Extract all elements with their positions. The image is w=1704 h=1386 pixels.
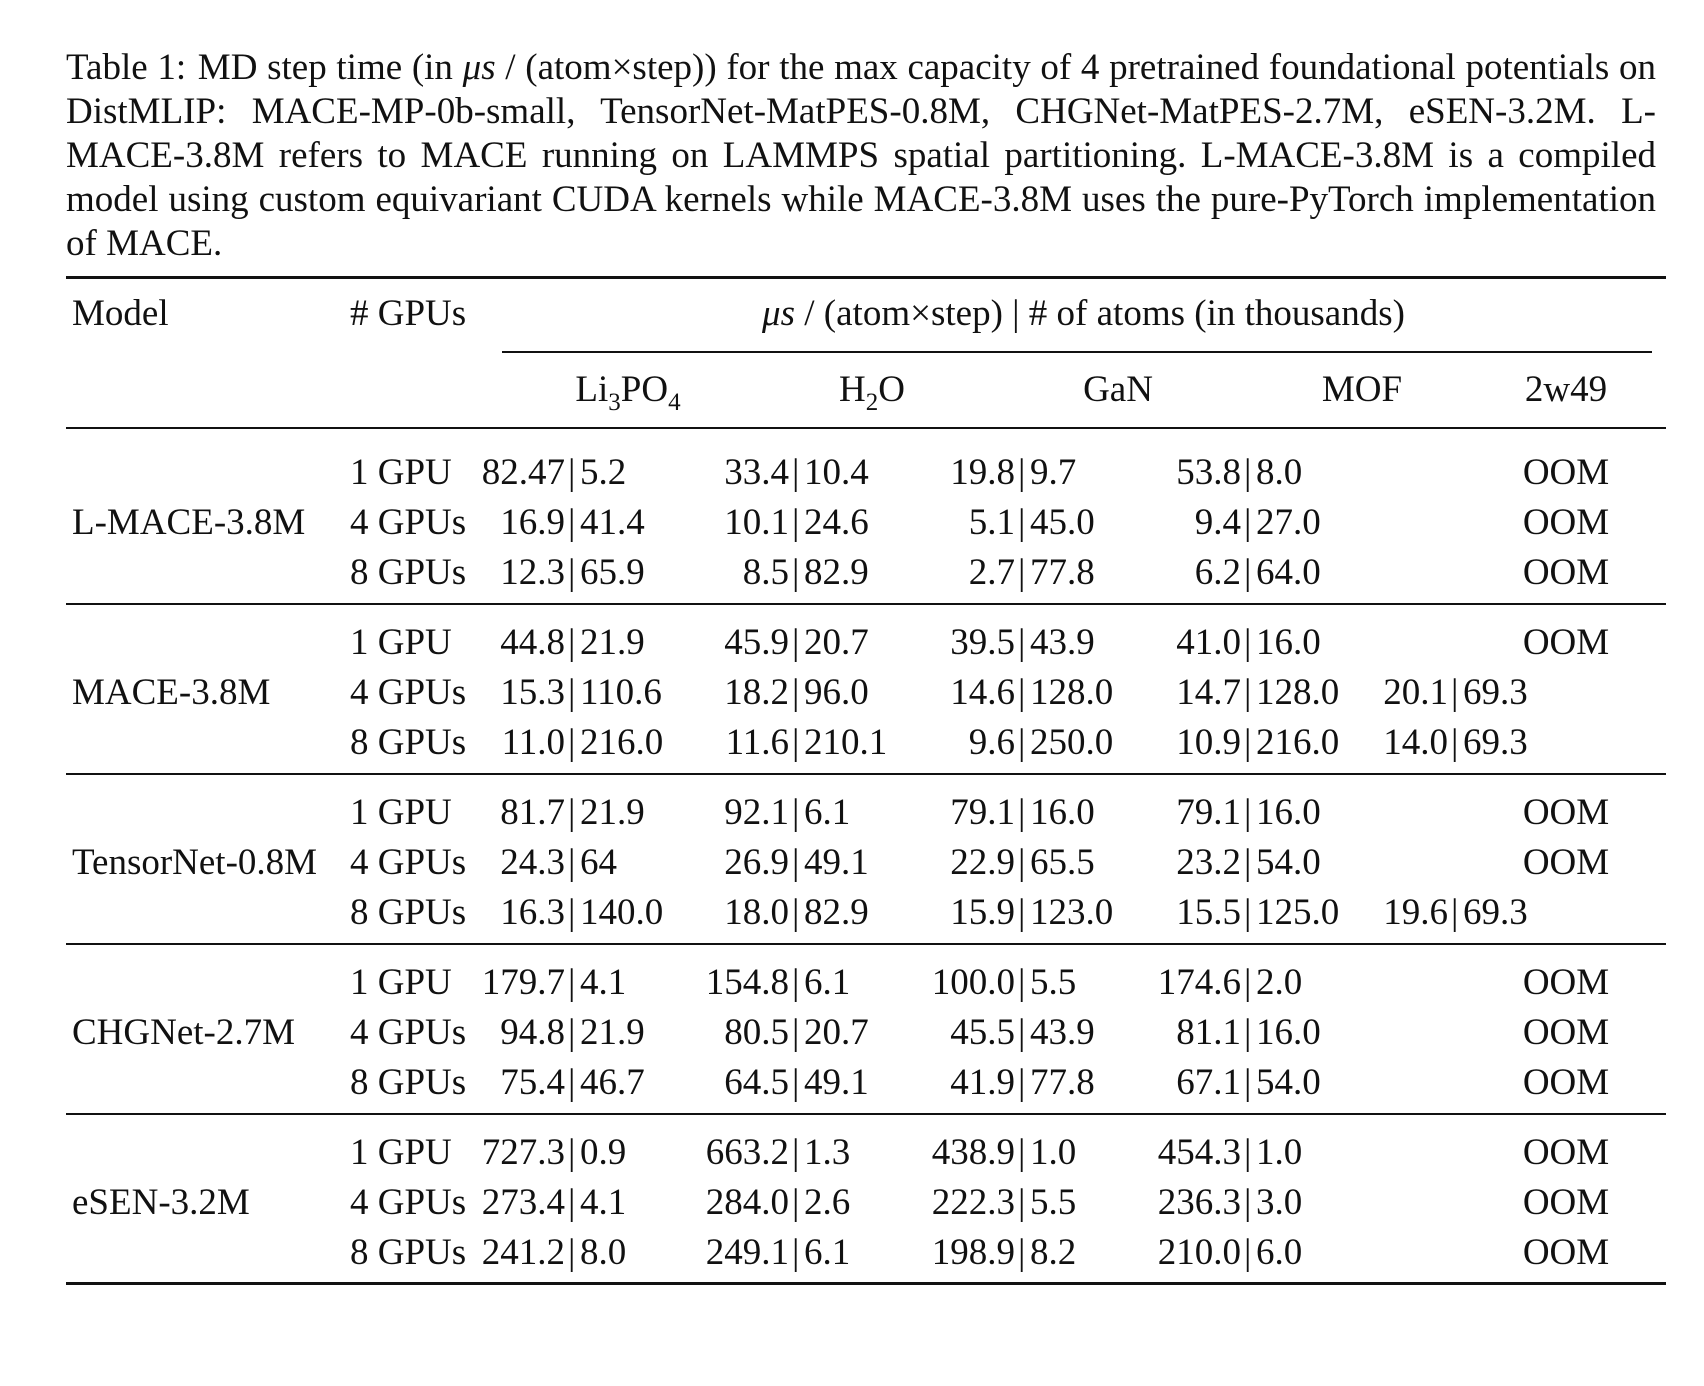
cell-separator: |: [568, 672, 576, 713]
cell-time: 241.2: [481, 1232, 565, 1273]
cell-separator: |: [1244, 552, 1252, 593]
cell-time: 20.1: [1383, 672, 1448, 713]
cell-separator: |: [792, 452, 800, 493]
cell-time: 284.0: [705, 1182, 789, 1223]
cell-separator: |: [1244, 722, 1252, 763]
cell-time: 100.0: [931, 962, 1015, 1003]
cell-atoms: 69.3: [1463, 722, 1528, 763]
cell-time: 663.2: [705, 1132, 789, 1173]
cell-time: 14.6: [950, 672, 1015, 713]
cell-time: 236.3: [1157, 1182, 1241, 1223]
cell-atoms: 24.6: [804, 502, 869, 543]
cell-atoms: 20.7: [804, 1012, 869, 1053]
caption-text-after: / (atom×step)) for the max capacity of 4 pretrained foundational potentials on DistMLIP: MACE-MP-0b-small, TensorNet-MatPES-0.8M, CHGNet-MatPES-2.7M, eSEN-3.2M. L-MACE-3.8M refers to MACE running on LAMMPS spatial partitioning. L-MACE-3.8M is a compiled model using custom equivariant CUDA kernels while MACE-3.8M uses the pure-PyTorch implementation of MACE.: [66, 47, 1656, 264]
cell-time: 11.0: [501, 722, 565, 763]
cell-atoms: 125.0: [1256, 892, 1340, 933]
table-cell: OOM: [1522, 792, 1610, 833]
cell-separator: |: [568, 792, 576, 833]
cell-atoms: 2.0: [1256, 962, 1303, 1003]
cell-separator: |: [568, 962, 576, 1003]
cell-atoms: 5.5: [1030, 1182, 1077, 1223]
cell-time: 2.7: [968, 552, 1015, 593]
cell-separator: |: [1018, 452, 1026, 493]
cell-atoms: 4.1: [580, 962, 627, 1003]
cell-atoms: 16.0: [1256, 1012, 1321, 1053]
cell-time: 18.0: [724, 892, 789, 933]
cell-atoms: 20.7: [804, 622, 869, 663]
table-cell: OOM: [1522, 1012, 1610, 1053]
cell-separator: |: [792, 622, 800, 663]
cell-time: 10.1: [724, 502, 789, 543]
cell-separator: |: [568, 1012, 576, 1053]
header-cmidrule: [502, 351, 1652, 353]
column-header-2w49: 2w49: [1524, 369, 1608, 410]
cell-separator: |: [1244, 842, 1252, 883]
cell-time: 79.1: [1176, 792, 1241, 833]
cell-time: 81.7: [500, 792, 565, 833]
table-cell: OOM: [1522, 1062, 1610, 1103]
cell-separator: |: [792, 552, 800, 593]
gpu-count: 8 GPUs: [350, 722, 467, 763]
cell-atoms: 77.8: [1030, 552, 1095, 593]
cell-time: 41.0: [1176, 622, 1241, 663]
cell-time: 45.5: [950, 1012, 1015, 1053]
gpu-count: 4 GPUs: [350, 1012, 467, 1053]
cell-time: 12.3: [500, 552, 565, 593]
cell-time: 15.9: [950, 892, 1015, 933]
cell-time: 82.47: [481, 452, 565, 493]
cell-atoms: 4.1: [580, 1182, 627, 1223]
table-cell: OOM: [1522, 622, 1610, 663]
cell-atoms: 77.8: [1030, 1062, 1095, 1103]
cell-separator: |: [1244, 962, 1252, 1003]
cell-time: 249.1: [705, 1232, 789, 1273]
cell-separator: |: [1018, 1132, 1026, 1173]
cell-separator: |: [1244, 452, 1252, 493]
cell-atoms: 128.0: [1256, 672, 1340, 713]
gpu-count: 1 GPU: [350, 792, 452, 833]
gpu-count: 8 GPUs: [350, 1232, 467, 1273]
cell-separator: |: [792, 1182, 800, 1223]
cell-atoms: 49.1: [804, 1062, 869, 1103]
cell-time: 9.4: [1194, 502, 1241, 543]
header-group: [496, 294, 1671, 334]
cell-separator: |: [1244, 1132, 1252, 1173]
cell-separator: |: [1244, 1062, 1252, 1103]
cell-separator: |: [792, 1232, 800, 1273]
cell-atoms: 69.3: [1463, 672, 1528, 713]
cell-separator: |: [1018, 792, 1026, 833]
cell-time: 44.8: [500, 622, 565, 663]
cell-separator: |: [1018, 502, 1026, 543]
cell-time: 33.4: [724, 452, 789, 493]
cell-time: 15.5: [1176, 892, 1241, 933]
cell-time: 64.5: [724, 1062, 789, 1103]
cell-time: 6.2: [1194, 552, 1241, 593]
cell-atoms: 21.9: [580, 1012, 645, 1053]
cell-time: 438.9: [931, 1132, 1015, 1173]
cell-separator: |: [1244, 792, 1252, 833]
cell-atoms: 216.0: [580, 722, 664, 763]
group-rule: [66, 773, 1666, 775]
cell-time: 45.9: [724, 622, 789, 663]
cell-atoms: 64.0: [1256, 552, 1321, 593]
cell-atoms: 41.4: [580, 502, 645, 543]
top-rule: [66, 276, 1666, 279]
cell-atoms: 16.0: [1256, 792, 1321, 833]
cell-time: 79.1: [950, 792, 1015, 833]
table-cell: OOM: [1522, 962, 1610, 1003]
table-cell: OOM: [1522, 1132, 1610, 1173]
cell-atoms: 5.5: [1030, 962, 1077, 1003]
column-header-li3po4: $Li_3PO_4$: [575, 369, 681, 416]
cell-time: 5.1: [968, 502, 1015, 543]
cell-atoms: 54.0: [1256, 1062, 1321, 1103]
table-cell: OOM: [1522, 552, 1610, 593]
table-cell: OOM: [1522, 502, 1610, 543]
column-header-h2o: $H_2O$: [839, 369, 905, 416]
cell-atoms: 1.3: [804, 1132, 851, 1173]
gpu-count: 4 GPUs: [350, 672, 467, 713]
cell-atoms: 43.9: [1030, 1012, 1095, 1053]
cell-time: 454.3: [1157, 1132, 1241, 1173]
cell-atoms: 54.0: [1256, 842, 1321, 883]
cell-separator: |: [792, 502, 800, 543]
cell-separator: |: [1018, 1232, 1026, 1273]
cell-separator: |: [792, 962, 800, 1003]
cell-separator: |: [568, 502, 576, 543]
cell-time: 273.4: [481, 1182, 565, 1223]
cell-time: 198.9: [931, 1232, 1015, 1273]
cell-time: 10.9: [1176, 722, 1241, 763]
cell-atoms: 1.0: [1256, 1132, 1303, 1173]
cell-separator: |: [1018, 672, 1026, 713]
cell-separator: |: [568, 1182, 576, 1223]
cell-time: 16.9: [500, 502, 565, 543]
cell-separator: |: [1244, 622, 1252, 663]
cell-atoms: 64: [580, 842, 617, 883]
table-cell: OOM: [1522, 1232, 1610, 1273]
cell-separator: |: [1018, 722, 1026, 763]
gpu-count: 1 GPU: [350, 452, 452, 493]
cell-time: 22.9: [950, 842, 1015, 883]
cell-separator: |: [568, 622, 576, 663]
cell-atoms: 6.1: [804, 962, 851, 1003]
caption-label: Table 1:: [66, 47, 187, 88]
cell-separator: |: [568, 1132, 576, 1173]
cell-atoms: 210.1: [804, 722, 888, 763]
cell-time: 222.3: [931, 1182, 1015, 1223]
cell-time: 14.0: [1383, 722, 1448, 763]
cell-separator: |: [1018, 962, 1026, 1003]
cell-atoms: 123.0: [1030, 892, 1114, 933]
cell-separator: |: [1244, 1012, 1252, 1053]
cell-time: 18.2: [724, 672, 789, 713]
cell-atoms: 45.0: [1030, 502, 1095, 543]
caption-mu-symbol: μs: [462, 47, 496, 88]
gpu-count: 4 GPUs: [350, 842, 467, 883]
cell-time: 15.3: [500, 672, 565, 713]
gpu-count: 8 GPUs: [350, 1062, 467, 1103]
cell-atoms: 0.9: [580, 1132, 627, 1173]
cell-atoms: 8.0: [580, 1232, 627, 1273]
header-rule: [66, 427, 1666, 429]
cell-time: 210.0: [1157, 1232, 1241, 1273]
cell-separator: |: [568, 452, 576, 493]
cell-time: 14.7: [1176, 672, 1241, 713]
cell-time: 81.1: [1176, 1012, 1241, 1053]
cell-atoms: 69.3: [1463, 892, 1528, 933]
cell-atoms: 6.0: [1256, 1232, 1303, 1273]
cell-separator: |: [792, 722, 800, 763]
caption-text-before: MD step time (in: [197, 47, 453, 88]
cell-separator: |: [1018, 1012, 1026, 1053]
cell-time: 154.8: [705, 962, 789, 1003]
cell-atoms: 3.0: [1256, 1182, 1303, 1223]
cell-time: 11.6: [725, 722, 789, 763]
cell-time: 19.8: [950, 452, 1015, 493]
cell-separator: |: [568, 892, 576, 933]
cell-atoms: 16.0: [1256, 622, 1321, 663]
model-name: TensorNet-0.8M: [72, 842, 318, 883]
cell-time: 23.2: [1176, 842, 1241, 883]
gpu-count: 1 GPU: [350, 1132, 452, 1173]
cell-separator: |: [792, 1012, 800, 1053]
cell-separator: |: [792, 1132, 800, 1173]
cell-separator: |: [792, 842, 800, 883]
cell-separator: |: [1018, 622, 1026, 663]
cell-atoms: 43.9: [1030, 622, 1095, 663]
model-name: L-MACE-3.8M: [72, 502, 306, 543]
gpu-count: 4 GPUs: [350, 1182, 467, 1223]
cell-time: 179.7: [481, 962, 565, 1003]
cell-atoms: 21.9: [580, 792, 645, 833]
cell-time: 26.9: [724, 842, 789, 883]
cell-atoms: 140.0: [580, 892, 664, 933]
cell-separator: |: [1244, 672, 1252, 713]
table-caption: [66, 46, 1656, 266]
cell-time: 92.1: [724, 792, 789, 833]
cell-separator: |: [568, 1232, 576, 1273]
cell-separator: |: [568, 552, 576, 593]
cell-atoms: 110.6: [580, 672, 662, 713]
cell-atoms: 49.1: [804, 842, 869, 883]
cell-time: 24.3: [500, 842, 565, 883]
cell-time: 174.6: [1157, 962, 1241, 1003]
cell-time: 94.8: [500, 1012, 565, 1053]
cell-time: 39.5: [950, 622, 1015, 663]
cell-time: 80.5: [724, 1012, 789, 1053]
group-rule: [66, 1113, 1666, 1115]
cell-atoms: 8.2: [1030, 1232, 1077, 1273]
cell-atoms: 16.0: [1030, 792, 1095, 833]
model-name: eSEN-3.2M: [72, 1182, 250, 1223]
cell-time: 9.6: [968, 722, 1015, 763]
cell-time: 53.8: [1176, 452, 1241, 493]
cell-separator: |: [1018, 892, 1026, 933]
cell-separator: |: [1244, 1232, 1252, 1273]
cell-atoms: 82.9: [804, 552, 869, 593]
group-rule: [66, 943, 1666, 945]
cell-atoms: 128.0: [1030, 672, 1114, 713]
cell-atoms: 46.7: [580, 1062, 645, 1103]
cell-time: 8.5: [742, 552, 789, 593]
model-name: CHGNet-2.7M: [72, 1012, 296, 1053]
header-model: Model: [72, 293, 169, 334]
cell-atoms: 96.0: [804, 672, 869, 713]
cell-atoms: 2.6: [804, 1182, 851, 1223]
gpu-count: 1 GPU: [350, 962, 452, 1003]
bottom-rule: [66, 1282, 1666, 1285]
table-cell: OOM: [1522, 842, 1610, 883]
header-mu-symbol: μs: [762, 293, 796, 334]
gpu-count: 1 GPU: [350, 622, 452, 663]
table-cell: OOM: [1522, 452, 1610, 493]
gpu-count: 8 GPUs: [350, 892, 467, 933]
model-name: MACE-3.8M: [72, 672, 271, 713]
gpu-count: 4 GPUs: [350, 502, 467, 543]
cell-atoms: 5.2: [580, 452, 627, 493]
table-cell: OOM: [1522, 1182, 1610, 1223]
cell-atoms: 65.9: [580, 552, 645, 593]
column-header-gan: GaN: [1083, 369, 1153, 410]
cell-separator: |: [1244, 502, 1252, 543]
cell-atoms: 9.7: [1030, 452, 1077, 493]
column-header-mof: MOF: [1321, 369, 1403, 410]
cell-separator: |: [1018, 1062, 1026, 1103]
cell-separator: |: [568, 722, 576, 763]
cell-separator: |: [1451, 672, 1459, 713]
cell-atoms: 21.9: [580, 622, 645, 663]
header-gpus: # GPUs: [350, 293, 467, 334]
cell-separator: |: [1244, 892, 1252, 933]
header-group-text: / (atom×step) | # of atoms (in thousands): [804, 293, 1405, 334]
cell-separator: |: [1451, 722, 1459, 763]
cell-atoms: 250.0: [1030, 722, 1114, 763]
cell-atoms: 1.0: [1030, 1132, 1077, 1173]
cell-atoms: 65.5: [1030, 842, 1095, 883]
cell-separator: |: [1018, 552, 1026, 593]
cell-separator: |: [792, 672, 800, 713]
cell-atoms: 82.9: [804, 892, 869, 933]
cell-atoms: 216.0: [1256, 722, 1340, 763]
cell-separator: |: [568, 1062, 576, 1103]
cell-atoms: 27.0: [1256, 502, 1321, 543]
cell-time: 16.3: [500, 892, 565, 933]
cell-atoms: 6.1: [804, 1232, 851, 1273]
gpu-count: 8 GPUs: [350, 552, 467, 593]
cell-atoms: 10.4: [804, 452, 869, 493]
cell-atoms: 8.0: [1256, 452, 1303, 493]
cell-separator: |: [1451, 892, 1459, 933]
cell-separator: |: [792, 792, 800, 833]
cell-separator: |: [792, 1062, 800, 1103]
cell-separator: |: [792, 892, 800, 933]
cell-atoms: 6.1: [804, 792, 851, 833]
cell-time: 41.9: [950, 1062, 1015, 1103]
cell-time: 727.3: [481, 1132, 565, 1173]
cell-separator: |: [1018, 842, 1026, 883]
cell-time: 19.6: [1383, 892, 1448, 933]
cell-time: 67.1: [1176, 1062, 1241, 1103]
cell-separator: |: [1018, 1182, 1026, 1223]
cell-separator: |: [1244, 1182, 1252, 1223]
cell-separator: |: [568, 842, 576, 883]
group-rule: [66, 603, 1666, 605]
cell-time: 75.4: [500, 1062, 565, 1103]
